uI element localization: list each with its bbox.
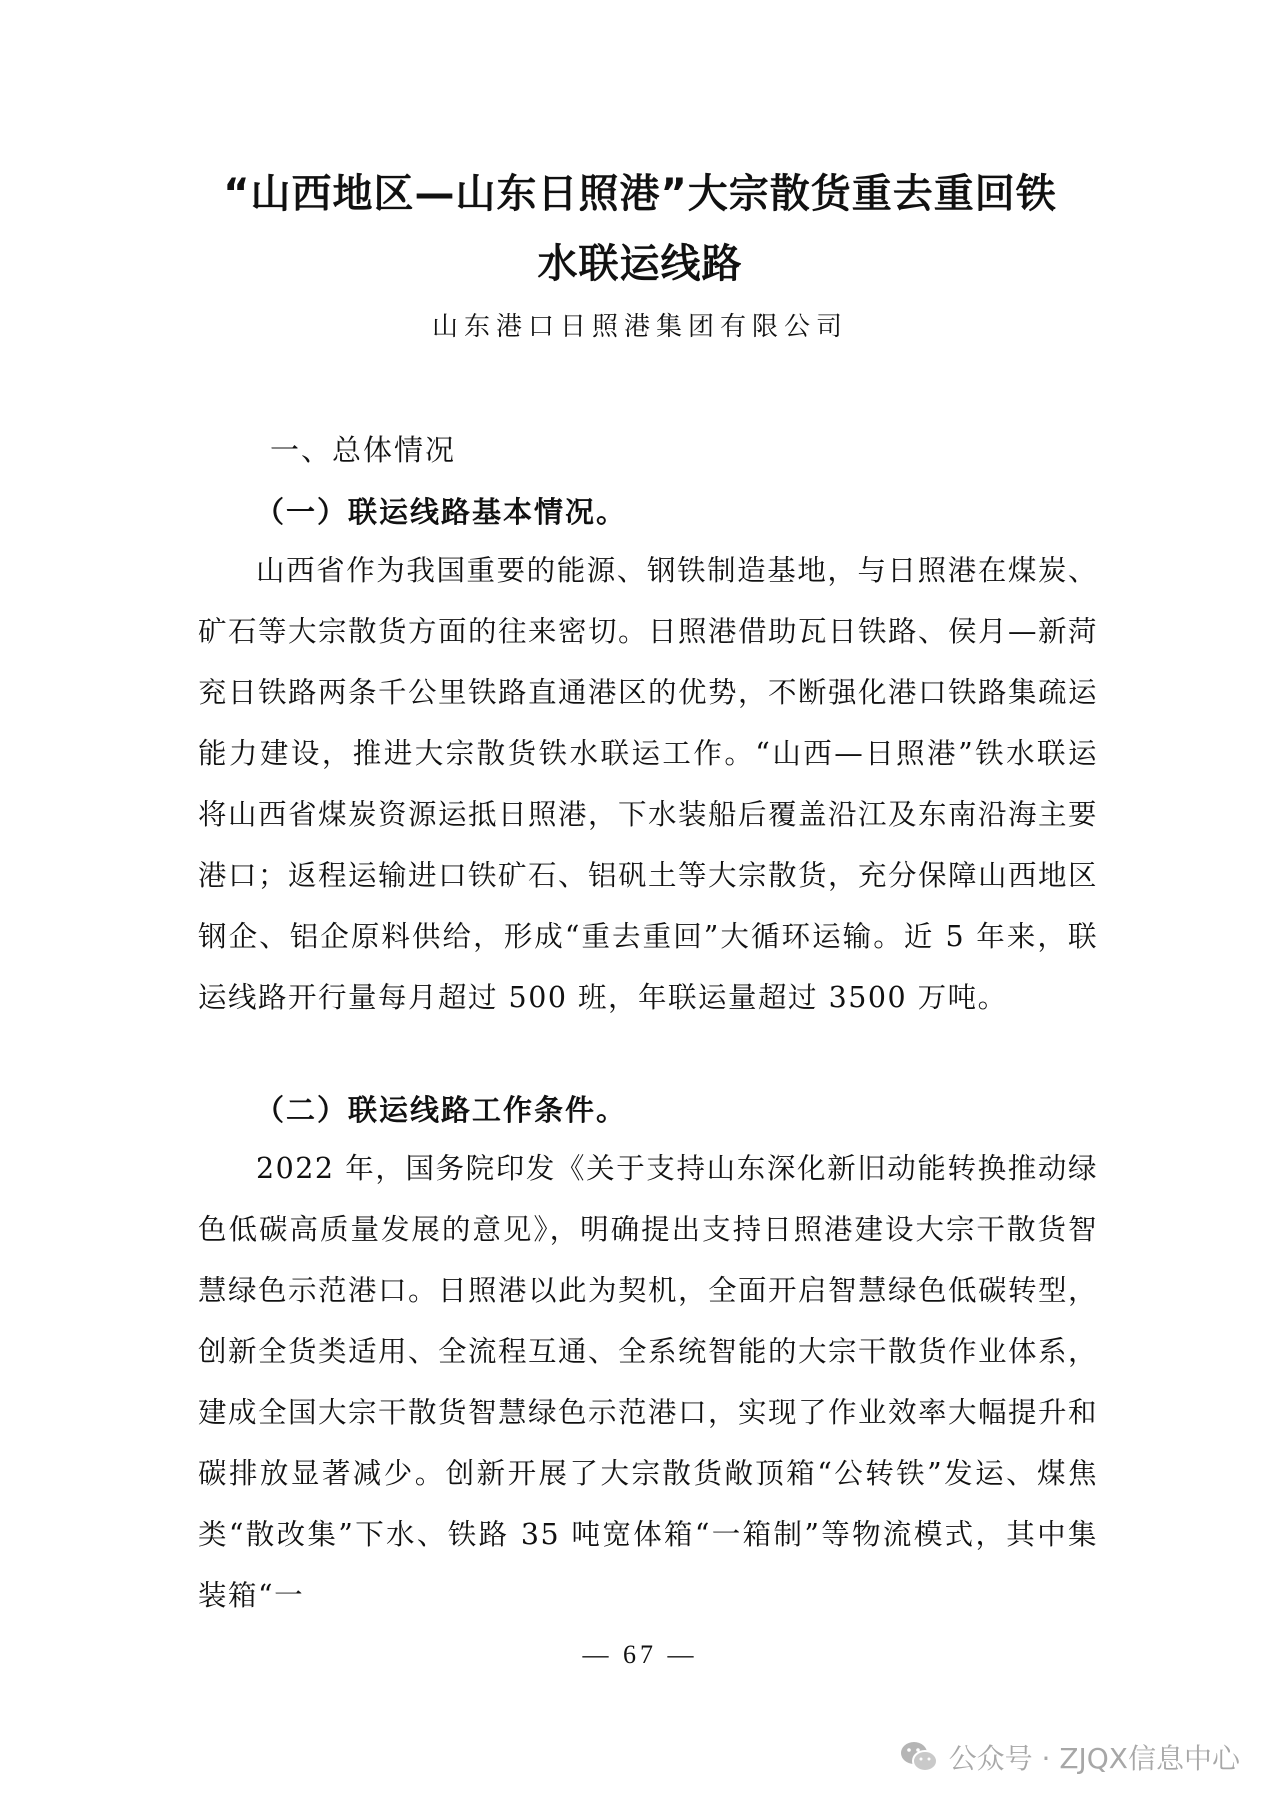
organization-name: 山东港口日照港集团有限公司: [431, 312, 848, 342]
watermark-text: 公众号 · ZJQX信息中心: [948, 1742, 1240, 1775]
subsection-heading-basic-info: （一）联运线路基本情况。: [255, 495, 628, 529]
paragraph-basic-info: 山西省作为我国重要的能源、钢铁制造基地，与日照港在煤炭、矿石等大宗散货方面的往来密切。日照港借助瓦日铁路、侯月—新菏兖日铁路两条千公里铁路直通港区的优势，不断强化港口铁路集疏运能力建设，推进大宗散货铁水联运工作。“山西—日照港”铁水联运将山西省煤炭资源运抵日照港，下水装船后覆盖沿江及东南沿海主要港口；返程运输进口铁矿石、铝矾土等大宗散货，充分保障山西地区钢企、铝企原料供给，形成“重去重回”大循环运输。近 5 年来，联运线路开行量每月超过 500 班，年联运量超过 3500 万吨。: [198, 554, 1099, 1014]
subsection-heading-work-conditions: （二）联运线路工作条件。: [255, 1093, 628, 1127]
paragraph-work-conditions: 2022 年，国务院印发《关于支持山东深化新旧动能转换推动绿色低碳高质量发展的意见》，明确提出支持日照港建设大宗干散货智慧绿色示范港口。日照港以此为契机，全面开启智慧绿色低碳转型，创新全货类适用、全流程互通、全系统智能的大宗干散货作业体系，建成全国大宗干散货智慧绿色示范港口，实现了作业效率大幅提升和碳排放显著减少。创新开展了大宗散货敞顶箱“公转铁”发运、煤焦类“散改集”下水、铁路 35 吨宽体箱“一箱制”等物流模式，其中集装箱“一: [198, 1152, 1099, 1612]
page-number: — 67 —: [582, 1640, 698, 1669]
document-title-line-1: “山西地区—山东日照港”大宗散货重去重回铁: [223, 171, 1057, 217]
source-watermark: [899, 1737, 1240, 1777]
wechat-icon: [899, 1740, 939, 1774]
section-heading-overview: 一、总体情况: [270, 433, 457, 467]
document-title-line-2: 水联运线路: [537, 241, 743, 287]
